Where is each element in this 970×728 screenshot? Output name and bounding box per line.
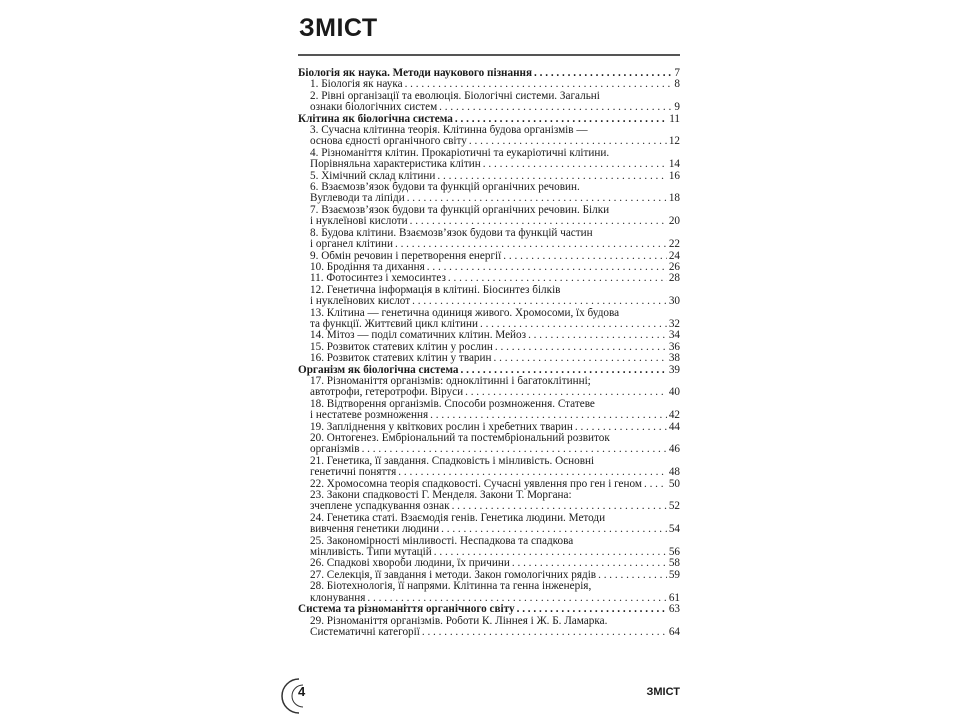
toc-page-number: 12: [668, 136, 680, 148]
toc-page-number: 48: [668, 467, 680, 479]
toc-item: [298, 433, 680, 456]
toc-entry-text: 22. Хромосомна теорія спадковості. Сучасні уявлення про ген і геном: [310, 478, 642, 490]
toc-entry-text: 25. Закономірності мінливості. Неспадкова та спадкова: [310, 535, 574, 547]
dot-leader: [395, 239, 667, 250]
toc-item: [298, 148, 680, 171]
toc-entry-text: і нуклеїнових кислот: [310, 296, 411, 308]
toc-line: [310, 330, 680, 341]
toc-entry-text: 13. Клітина — генетична одиниця живого. Хромосоми, їх будова: [310, 307, 620, 319]
toc-page-number: 56: [668, 547, 680, 559]
toc-entry-text: 20. Онтогенез. Ембріональний та постембріональний розвиток: [310, 433, 610, 444]
toc-page-number: 7: [674, 68, 680, 79]
toc-line: [310, 171, 680, 182]
toc-page-number: 58: [668, 558, 680, 570]
toc-section: [298, 114, 680, 125]
toc-line: [310, 125, 680, 136]
toc-entry-text: 5. Хімічний склад клітини: [310, 170, 436, 182]
toc-line: [310, 308, 680, 319]
toc-line: [310, 501, 680, 512]
toc-entry-text: 26. Спадкові хвороби людини, їх причини: [310, 558, 510, 570]
toc-page-number: 38: [668, 353, 680, 365]
dot-leader: [441, 524, 667, 535]
toc-page-number: 39: [668, 364, 680, 376]
toc-entry-text: автотрофи, гетеротрофи. Віруси: [310, 387, 464, 399]
toc-page-number: 18: [668, 193, 680, 205]
toc-entry-text: Біологія як наука. Методи наукового пізнання: [298, 68, 533, 79]
toc-item: [298, 285, 680, 308]
toc-item: [298, 490, 680, 513]
toc-entry-text: вивчення генетики людини: [310, 524, 440, 536]
toc-page-number: 64: [668, 626, 680, 638]
toc-item: [298, 79, 680, 90]
toc-entry-text: 14. Мітоз — поділ соматичних клітин. Мейоз: [310, 330, 527, 342]
toc-line: [310, 285, 680, 296]
toc-item: [298, 251, 680, 262]
toc-entry-text: основа єдності органічного світу: [310, 136, 467, 148]
toc-page-number: 34: [668, 330, 680, 342]
toc-section: [298, 365, 680, 376]
toc-page-number: 28: [668, 273, 680, 285]
toc-item: [298, 570, 680, 581]
dot-leader: [461, 365, 667, 376]
toc-line: [310, 547, 680, 558]
toc-entry-text: Порівняльна характеристика клітин: [310, 159, 481, 171]
toc-line: [298, 114, 680, 125]
dot-leader: [422, 627, 667, 638]
running-footer: ЗМІСТ: [646, 686, 680, 698]
page-number: 4: [298, 684, 306, 699]
title-divider: [298, 54, 680, 56]
toc-line: [310, 251, 680, 262]
toc-page-number: 42: [668, 410, 680, 422]
toc-section: [298, 604, 680, 615]
toc-line: [310, 410, 680, 421]
toc-item: [298, 205, 680, 228]
toc-item: [298, 91, 680, 114]
toc-item: [298, 376, 680, 399]
toc-item: [298, 182, 680, 205]
toc-line: [310, 262, 680, 273]
toc-line: [310, 536, 680, 547]
toc-entry-text: 1. Біологія як наука: [310, 79, 403, 91]
toc-page-number: 9: [674, 102, 680, 114]
toc-entry-text: зчеплене успадкування ознак: [310, 501, 450, 513]
toc-line: [310, 444, 680, 455]
toc-entry-text: 28. Біотехнологія, її напрями. Клітинна та генна інженерія,: [310, 581, 592, 593]
toc-entry-text: 16. Розвиток статевих клітин у тварин: [310, 353, 492, 365]
toc-entry-text: 8. Будова клітини. Взаємозв’язок будови та функцій частин: [310, 227, 593, 239]
toc-entry-text: ознаки біологічних систем: [310, 102, 438, 114]
toc-line: [310, 193, 680, 204]
toc-page-number: 24: [668, 250, 680, 262]
toc-item: [298, 479, 680, 490]
toc-line: [310, 148, 680, 159]
toc-line: [310, 387, 680, 398]
toc-page-number: 50: [668, 478, 680, 490]
toc-item: [298, 308, 680, 331]
toc-line: [310, 216, 680, 227]
toc-page-number: 8: [674, 79, 680, 91]
toc-item: [298, 581, 680, 604]
dot-leader: [427, 262, 667, 273]
toc-line: [310, 479, 680, 490]
toc-line: [310, 239, 680, 250]
toc-line: [310, 399, 680, 410]
toc-page-number: 46: [668, 444, 680, 456]
toc-line: [310, 182, 680, 193]
toc-line: [310, 376, 680, 387]
toc-entry-text: 7. Взаємозв’язок будови та функцій органічних речовин. Білки: [310, 204, 610, 216]
dot-leader: [528, 330, 667, 341]
dot-leader: [575, 422, 667, 433]
dot-leader: [430, 410, 667, 421]
toc-line: [310, 558, 680, 569]
toc-entry-text: генетичні поняття: [310, 467, 397, 479]
toc-line: [310, 296, 680, 307]
dot-leader: [448, 273, 667, 284]
toc-line: [298, 68, 680, 79]
toc-item: [298, 513, 680, 536]
toc-entry-text: та функції. Життєвий цикл клітини: [310, 318, 478, 330]
toc-line: [310, 205, 680, 216]
toc-page-number: 54: [668, 524, 680, 536]
toc-entry-text: клонування: [310, 592, 366, 604]
toc-page-number: 14: [668, 159, 680, 171]
toc-page-number: 20: [668, 216, 680, 228]
toc-line: [310, 513, 680, 524]
toc-entry-text: Організм як біологічна система: [298, 364, 459, 376]
toc-entry-text: 9. Обмін речовин і перетворення енергії: [310, 250, 502, 262]
dot-leader: [412, 296, 667, 307]
dot-leader: [437, 171, 666, 182]
toc-entry-text: 6. Взаємозв’язок будови та функцій органічних речовин.: [310, 182, 580, 194]
toc-line: [310, 159, 680, 170]
toc-entry-text: 10. Бродіння та дихання: [310, 261, 425, 273]
dot-leader: [494, 353, 667, 364]
toc-entry-text: 23. Закони спадковості Г. Менделя. Закони Т. Моргана:: [310, 490, 572, 502]
toc-line: [298, 365, 680, 376]
dot-leader: [512, 558, 667, 569]
table-of-contents: [298, 68, 680, 638]
dot-leader: [469, 136, 667, 147]
toc-entry-text: 27. Селекція, її завдання і методи. Закон гомологічних рядів: [310, 569, 597, 581]
dot-leader: [455, 114, 667, 125]
toc-entry-text: організмів: [310, 444, 360, 456]
toc-entry-text: 29. Різноманіття організмів. Роботи К. Ліннея і Ж. Б. Ламарка.: [310, 615, 608, 627]
toc-item: [298, 616, 680, 639]
toc-line: [310, 581, 680, 592]
toc-line: [310, 593, 680, 604]
dot-leader: [534, 68, 672, 79]
toc-page-number: 44: [668, 421, 680, 433]
toc-line: [310, 570, 680, 581]
toc-entry-text: Систематичні категорії: [310, 626, 420, 638]
dot-leader: [503, 251, 667, 262]
toc-page-number: 40: [668, 387, 680, 399]
dot-leader: [517, 604, 667, 615]
toc-page-number: 11: [669, 113, 680, 125]
toc-item: [298, 456, 680, 479]
toc-item: [298, 171, 680, 182]
dot-leader: [598, 570, 667, 581]
toc-line: [310, 490, 680, 501]
toc-line: [310, 342, 680, 353]
toc-item: [298, 399, 680, 422]
toc-page-number: 30: [668, 296, 680, 308]
toc-entry-text: 18. Відтворення організмів. Способи розмноження. Статеве: [310, 398, 595, 410]
toc-item: [298, 558, 680, 569]
toc-line: [310, 616, 680, 627]
page-corner-arc-icon: [277, 675, 317, 715]
toc-entry-text: мінливість. Типи мутацій: [310, 547, 432, 559]
toc-entry-text: 17. Різноманіття організмів: одноклітинні і багатоклітинні;: [310, 375, 591, 387]
toc-line: [310, 79, 680, 90]
toc-section: [298, 68, 680, 79]
toc-entry-text: 21. Генетика, її завдання. Спадковість і мінливість. Основні: [310, 455, 595, 467]
dot-leader: [644, 479, 667, 490]
toc-item: [298, 422, 680, 433]
toc-line: [310, 91, 680, 102]
toc-entry-text: 24. Генетика статі. Взаємодія генів. Генетика людини. Методи: [310, 512, 606, 524]
dot-leader: [480, 319, 667, 330]
toc-entry-text: 19. Запліднення у квіткових рослин і хребетних тварин: [310, 421, 573, 433]
toc-entry-text: Вуглеводи та ліпіди: [310, 193, 405, 205]
toc-entry-text: Система та різноманіття органічного світу: [298, 604, 515, 616]
dot-leader: [405, 79, 673, 90]
toc-line: [310, 353, 680, 364]
toc-page-number: 32: [668, 318, 680, 330]
dot-leader: [465, 387, 667, 398]
toc-line: [310, 467, 680, 478]
toc-entry-text: і нестатеве розмноження: [310, 410, 429, 422]
toc-page-number: 63: [668, 604, 680, 616]
toc-page-number: 61: [668, 592, 680, 604]
dot-leader: [367, 593, 666, 604]
toc-item: [298, 228, 680, 251]
toc-page-number: 36: [668, 341, 680, 353]
toc-item: [298, 353, 680, 364]
toc-item: [298, 536, 680, 559]
toc-item: [298, 262, 680, 273]
toc-line: [310, 102, 680, 113]
toc-item: [298, 125, 680, 148]
toc-entry-text: 11. Фотосинтез і хемосинтез: [310, 273, 446, 285]
toc-page-number: 16: [668, 170, 680, 182]
dot-leader: [495, 342, 667, 353]
toc-entry-text: 2. Рівні організації та еволюція. Біологічні системи. Загальні: [310, 90, 600, 102]
toc-line: [310, 273, 680, 284]
dot-leader: [362, 444, 667, 455]
toc-page-number: 26: [668, 261, 680, 273]
toc-page-number: 59: [668, 569, 680, 581]
toc-line: [310, 136, 680, 147]
dot-leader: [410, 216, 667, 227]
dot-leader: [434, 547, 667, 558]
dot-leader: [407, 193, 667, 204]
toc-item: [298, 342, 680, 353]
toc-line: [298, 604, 680, 615]
toc-entry-text: і органел клітини: [310, 239, 393, 251]
toc-page-number: 22: [668, 239, 680, 251]
toc-line: [310, 627, 680, 638]
toc-entry-text: 4. Різноманіття клітин. Прокаріотичні та еукаріотичні клітини.: [310, 147, 610, 159]
toc-entry-text: Клітина як біологічна система: [298, 113, 453, 125]
toc-item: [298, 273, 680, 284]
toc-item: [298, 330, 680, 341]
toc-entry-text: 15. Розвиток статевих клітин у рослин: [310, 341, 493, 353]
dot-leader: [398, 467, 667, 478]
toc-line: [310, 433, 680, 444]
page-title: ЗМІСТ: [299, 14, 378, 42]
dot-leader: [452, 501, 667, 512]
toc-page-number: 52: [668, 501, 680, 513]
dot-leader: [439, 102, 672, 113]
toc-line: [310, 524, 680, 535]
toc-entry-text: і нуклеїнові кислоти: [310, 216, 408, 228]
toc-line: [310, 422, 680, 433]
toc-line: [310, 319, 680, 330]
toc-line: [310, 456, 680, 467]
toc-line: [310, 228, 680, 239]
toc-entry-text: 12. Генетична інформація в клітині. Біосинтез білків: [310, 284, 561, 296]
toc-entry-text: 3. Сучасна клітинна теорія. Клітинна будова організмів —: [310, 125, 588, 137]
dot-leader: [483, 159, 667, 170]
